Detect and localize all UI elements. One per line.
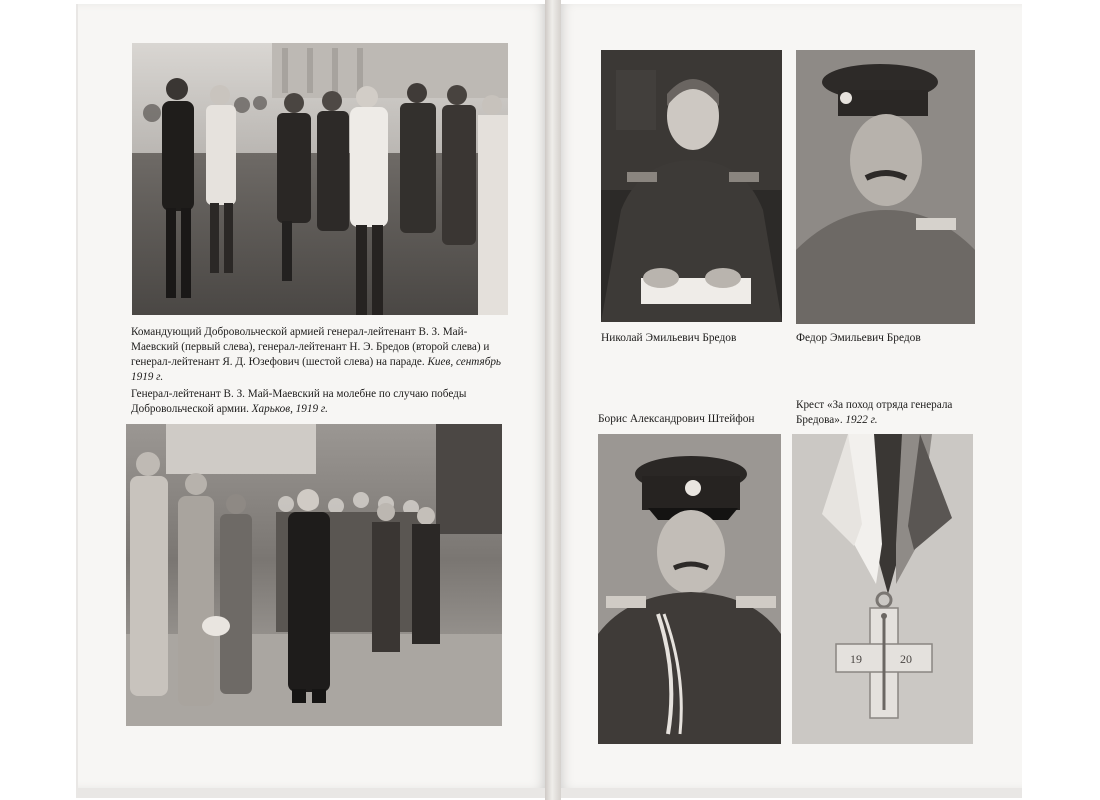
parade-caption [131,325,509,385]
cross-caption-text: Крест «За поход отряда генерала Бредова». [796,399,953,426]
parade-caption-text: Командующий Добровольческой армией генерал-лейтенант В. З. Май-Маевский (первый слева), генерал-лейтенант Н. Э. Бредов (второй слева) и генерал-лейтенант Я. Д. Юзефович (шестой слева) на параде. [131,326,490,368]
prayer-service-photo [126,424,502,726]
parade-photo [132,43,508,315]
cross-caption [796,398,976,428]
portrait-fedor-bredov [796,50,975,324]
portrait-boris-shteifon [598,434,781,744]
cross-caption-year: 1922 г. [845,414,878,426]
prayer-caption-place-date: Харьков, 1919 г. [251,403,328,415]
prayer-caption-text: Генерал-лейтенант В. З. Май-Маевский на молебне по случаю победы Добровольческой армии. [131,388,467,415]
cross-year-left-text: 19 [850,652,862,666]
book-spine [545,0,561,800]
portrait-nikolai-bredov [601,50,782,322]
cross-year-right-text: 20 [900,652,912,666]
bredov-cross-medal-photo [792,434,973,744]
parade-caption-place-date: Киев, сентябрь 1919 г. [131,356,501,383]
prayer-caption [131,387,509,417]
portrait-2-name: Федор Эмильевич Бредов [796,332,921,344]
portrait-1-name: Николай Эмильевич Бредов [601,332,737,344]
portrait-3-name: Борис Александрович Штейфон [598,413,755,425]
